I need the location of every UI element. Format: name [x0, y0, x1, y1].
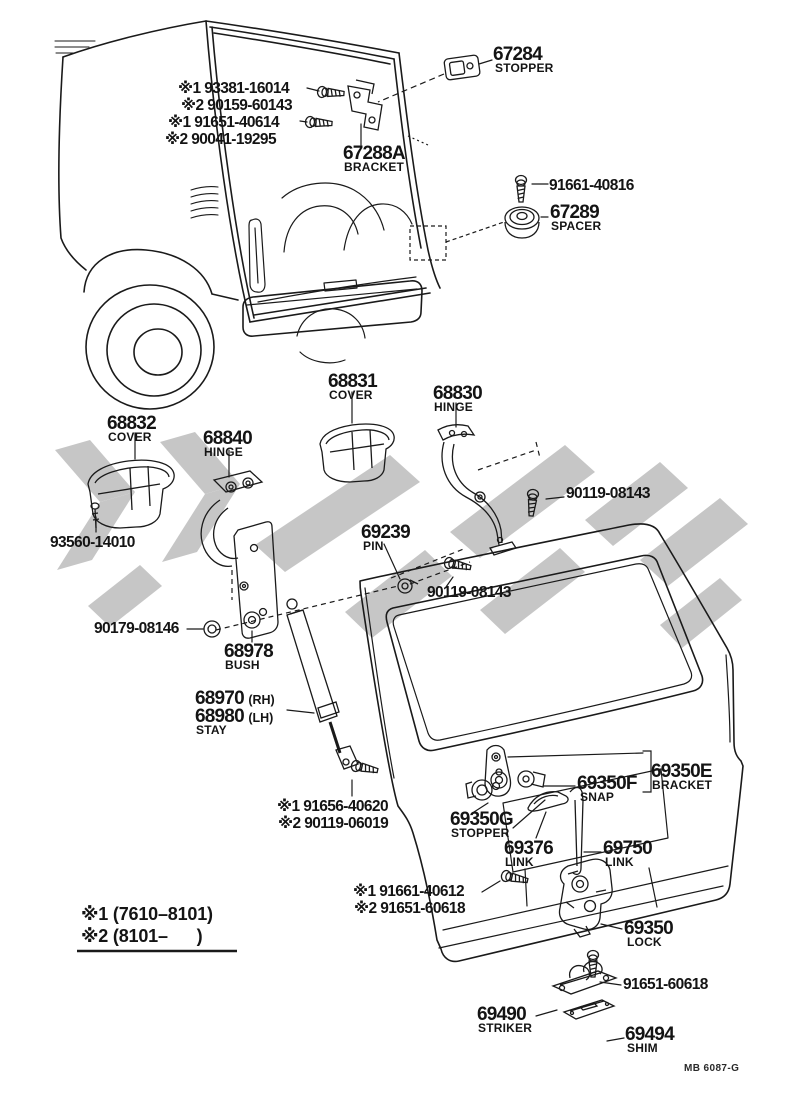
callout-67288a-number: 67288A [343, 143, 405, 164]
part-cover-68831-drawing [320, 424, 394, 482]
alt-part-93381-16014: ※1 93381-16014 [178, 80, 289, 97]
alt-part-91651-40614: ※1 91651-40614 [168, 114, 279, 131]
callout-69376-label: LINK [505, 855, 534, 869]
callout-68832-label: COVER [108, 430, 152, 444]
callout-68978-label: BUSH [225, 658, 260, 672]
callout-68978-number: 68978 [224, 641, 273, 662]
stay-lh-side: (LH) [248, 711, 274, 725]
callout-69350e-number: 69350E [651, 761, 712, 782]
callout-69750-label: LINK [605, 855, 634, 869]
alt-part-90119-06019: ※2 90119-06019 [278, 815, 389, 832]
callout-69750-number: 69750 [603, 838, 652, 859]
part-bush-68978-drawing [244, 612, 260, 628]
fastener-90119-08143-upper: 90119-08143 [566, 485, 650, 502]
part-spacer-67289-drawing [505, 207, 539, 238]
alt-part-90159-60143: ※2 90159-60143 [181, 97, 292, 114]
callout-67284-label: STOPPER [495, 61, 554, 75]
alt-part-91651-60618: ※2 91651-60618 [354, 900, 465, 917]
callout-69350f-number: 69350F [577, 773, 637, 794]
document-number: MB 6087-G [684, 1063, 740, 1074]
alt-part-91656-40620: ※1 91656-40620 [277, 798, 388, 815]
part-stopper-67284-drawing [444, 55, 481, 81]
callout-68831-label: COVER [329, 388, 373, 402]
bolt-91661-40816-drawing [516, 176, 527, 203]
callout-69350f-label: SNAP [580, 790, 615, 804]
stay-lh-number: 68980 [195, 706, 244, 727]
callout-68830-number: 68830 [433, 383, 482, 404]
callout-69350e-label: BRACKET [652, 778, 713, 792]
callout-68830-label: HINGE [434, 400, 474, 414]
callout-69239-label: PIN [363, 539, 384, 553]
fastener-90179-08146: 90179-08146 [94, 620, 179, 637]
callout-69490-number: 69490 [477, 1004, 526, 1025]
callout-68840-label: HINGE [204, 445, 244, 459]
callout-69350g-number: 69350G [450, 809, 513, 830]
callout-67289-number: 67289 [550, 202, 599, 223]
callout-69376-number: 69376 [504, 838, 553, 859]
callout-67284-number: 67284 [493, 44, 542, 65]
callout-69494-number: 69494 [625, 1024, 674, 1045]
fastener-91661-40816: 91661-40816 [549, 177, 634, 194]
fastener-90119-08143-mid: 90119-08143 [427, 584, 511, 601]
callout-68840-number: 68840 [203, 428, 252, 449]
legend-row-2: ※2 (8101– ) [81, 926, 203, 946]
legend-row-1: ※1 (7610–8101) [81, 904, 213, 924]
callout-68832-number: 68832 [107, 413, 156, 434]
callout-69490-label: STRIKER [478, 1021, 533, 1035]
part-stay-68970-drawing [287, 599, 358, 769]
part-snap-69350f-drawing [518, 771, 545, 787]
bolt-91656-40620-drawing [350, 760, 378, 776]
part-link-69376-drawing [528, 792, 568, 811]
stay-rh-number: 68970 [195, 688, 244, 709]
alt-part-91661-40612: ※1 91661-40612 [353, 883, 464, 900]
callout-69350-label: LOCK [627, 935, 662, 949]
callout-69239-number: 69239 [361, 522, 410, 543]
part-bracket-67288a-drawing [348, 80, 382, 130]
stay-rh-side: (RH) [248, 693, 275, 707]
fastener-91651-60618: 91651-60618 [623, 976, 708, 993]
part-striker-69490-drawing [553, 962, 616, 994]
fastener-93560-14010: 93560-14010 [50, 534, 135, 551]
callout-68831-number: 68831 [328, 371, 377, 392]
callout-69350g-label: STOPPER [451, 826, 510, 840]
callout-69494-label: SHIM [627, 1041, 658, 1055]
callout-69350-number: 69350 [624, 918, 673, 939]
callout-67289-label: SPACER [551, 219, 602, 233]
callout-stay-label: STAY [196, 723, 227, 737]
part-shim-69494-drawing [564, 1000, 614, 1019]
alt-part-90041-19295: ※2 90041-19295 [165, 131, 276, 148]
callout-67288a-label: BRACKET [344, 160, 405, 174]
